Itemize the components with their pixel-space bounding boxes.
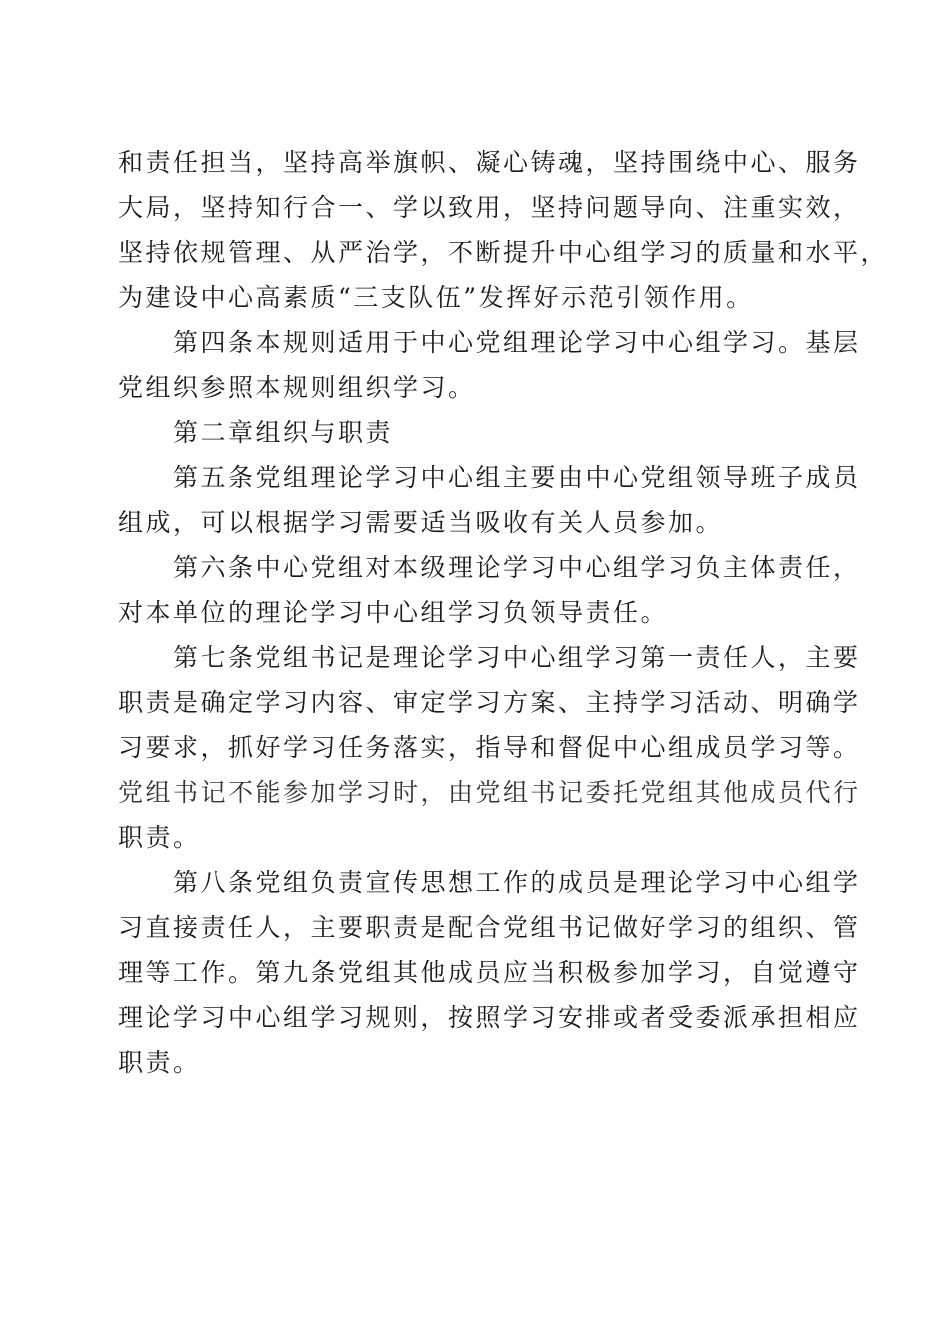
text-line: 组成，可以根据学习需要适当吸收有关人员参加。 [118,508,724,537]
text-line: 理论学习中心组学习规则，按照学习安排或者受委派承担相应 [118,1003,861,1032]
paragraph-article-7 [118,635,861,860]
text-line: 为建设中心高素质“三支队伍”发挥好示范引领作用。 [118,283,754,312]
text-line: 第五条党组理论学习中心组主要由中心党组领导班子成员 [173,463,861,492]
text-line: 习直接责任人，主要职责是配合党组书记做好学习的组织、管 [118,913,861,942]
text-line: 职责。 [118,1048,201,1077]
text-line: 第八条党组负责宣传思想工作的成员是理论学习中心组学 [173,868,861,897]
text-line: 第六条中心党组对本级理论学习中心组学习负主体责任， [173,553,861,582]
text-line: 大局，坚持知行合一、学以致用，坚持问题导向、注重实效， [118,193,861,222]
paragraph-article-5 [118,455,861,545]
document-body [118,140,889,1085]
paragraph-article-6 [118,545,861,635]
paragraph-article-4 [118,320,861,410]
text-line: 第七条党组书记是理论学习中心组学习第一责任人，主要 [173,643,861,672]
text-line: 党组书记不能参加学习时，由党组书记委托党组其他成员代行 [118,778,861,807]
text-line: 和责任担当，坚持高举旗帜、凝心铸魂，坚持围绕中心、服务 [118,148,861,177]
paragraph-article-8-9 [118,860,861,1085]
text-line: 理等工作。第九条党组其他成员应当积极参加学习，自觉遵守 [118,958,861,987]
text-line: 党组织参照本规则组织学习。 [118,373,476,402]
chapter-title: 第二章组织与职责 [173,418,394,447]
paragraph-continuation [118,140,889,320]
text-line: 职责是确定学习内容、审定学习方案、主持学习活动、明确学 [118,688,861,717]
text-line: 坚持依规管理、从严治学，不断提升中心组学习的质量和水平， [118,238,889,267]
text-line: 职责。 [118,823,201,852]
text-line: 对本单位的理论学习中心组学习负领导责任。 [118,598,669,627]
text-line: 第四条本规则适用于中心党组理论学习中心组学习。基层 [173,328,861,357]
chapter-heading [118,410,836,455]
text-line: 习要求，抓好学习任务落实，指导和督促中心组成员学习等。 [118,733,861,762]
